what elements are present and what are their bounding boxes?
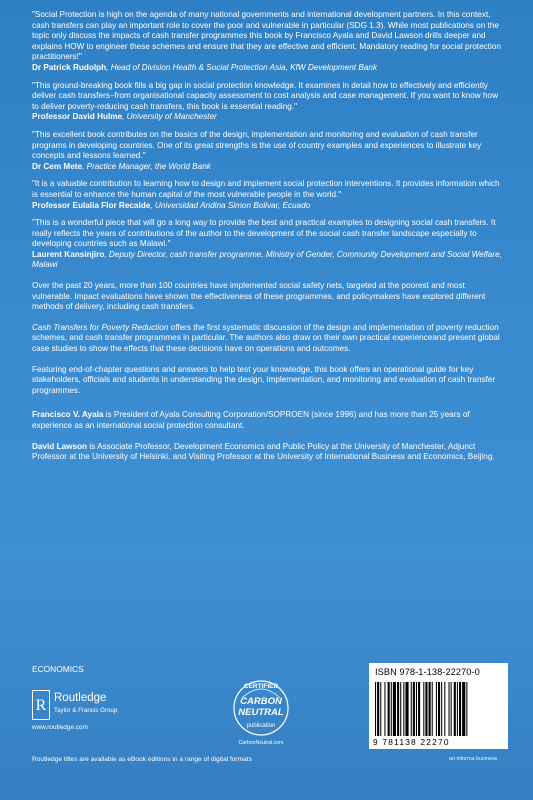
quote-role: , Universidad Andina Simon Bolivar, Ecuado (150, 200, 311, 210)
publisher-url: www.routledge.com (32, 724, 88, 731)
quote-role: , Head of Division Health & Social Protection Asia, KfW Development Bank (106, 62, 378, 72)
author-bio-2 (32, 442, 506, 463)
barcode-bar (375, 682, 376, 736)
quote-attribution (32, 63, 506, 74)
quote-text: "This excellent book contributes on the basics of the design, implementation and monitoring and evaluation of cash transfer programs in developing countries. One of its great strengths is the use of country examples and experiences to illustrate key concepts and lessons learned." (32, 129, 482, 161)
barcode-bar (384, 682, 385, 736)
author-name: David Lawson (32, 441, 88, 451)
barcode-bar (457, 682, 458, 736)
quote-2 (32, 81, 506, 123)
barcode-bars (373, 682, 503, 736)
barcode-bar (416, 682, 417, 736)
barcode-bar (380, 682, 381, 736)
quote-4 (32, 179, 506, 211)
publisher-name: Routledge (54, 692, 107, 704)
barcode-bar (432, 682, 433, 736)
informa-business: an informa business (449, 756, 498, 762)
carbon-line-1: CERTIFIED (243, 683, 279, 690)
quote-attribution (32, 201, 506, 212)
barcode-bar (436, 682, 437, 736)
barcode-bar (425, 682, 427, 736)
author-bio-text: is Associate Professor, Development Economics and Public Policy at the University of Manchester, Adjunct Professor at the University of Helsinki, and Visiting Professor at the University of International Business and Economics, Beijing. (32, 441, 495, 462)
quote-text: "Social Protection is high on the agenda of many national governments and international development partners. In this context, cash transfers can play an important role to cover the poor and vulnerable in particular (SDG 1.3). While most publications on the topic only discuss the impacts of cash transfer programmes this book by Francisco Ayala and David Lawson drills deeper and explains HOW to engineer these schemes and ensure that they are effective and efficient. Mandatory reading for social protection practitioners!" (32, 10, 501, 62)
barcode-bar (377, 682, 379, 736)
barcode-bar (462, 682, 465, 736)
quote-author: Professor Eulalia Flor Recalde (32, 200, 151, 210)
carbon-line-4: publication (246, 723, 276, 729)
quote-role: , Deputy Director, cash transfer programme, Ministry of Gender, Community Development and Social Welfare, Malawi (32, 249, 502, 270)
barcode-bar (405, 682, 408, 736)
author-name: Francisco V. Ayala (32, 410, 104, 420)
barcode-bar (444, 682, 445, 736)
quote-attribution (32, 112, 506, 123)
quote-text: "This ground-breaking book fills a big gap in social protection knowledge. It examines in detail how to effectively and efficiently deliver cash transfers–from organisational capacity assessment to cost analysis and case management. If you want to know how to deliver poverty-reducing cash transfers, this book is essential reading." (32, 80, 499, 111)
quote-text: "It is a valuable contribution to learning how to design and implement social protection interventions. It provides information which is essential to enhance the human capital of the most vulnerable people in the world." (32, 179, 500, 199)
quote-author: Dr Patrick Rudolph (32, 62, 107, 72)
quote-attribution (32, 250, 506, 271)
subject-category: ECONOMICS (32, 664, 84, 674)
description-text: offers the first systematic discussion of the design and implementation of poverty reduction schemes, and cash transfer programmes in particular. The authors also draw on their own practical experienceand present global case studies to show the effects that these decisions have on operations and outcomes. (32, 322, 500, 354)
barcode-bar (400, 682, 401, 736)
barcode-bar (454, 682, 456, 736)
quote-author: Laurent Kansinjiro (32, 249, 105, 259)
barcode-bar (449, 682, 450, 736)
ebook-footnote: Routledge titles are available as eBook editions in a range of digital formats (32, 756, 252, 763)
carbon-line-3: NEUTRAL (238, 707, 284, 718)
author-bio-1 (32, 410, 506, 431)
barcode-bar (451, 682, 452, 736)
routledge-r-letter: R (35, 697, 47, 714)
description-paragraph-1: Over the past 20 years, more than 100 countries have implemented social safety nets, targeted at the poorest and most vulnerable. Impact evaluations have shown the effectiveness of these programmes, and policymakers have explored different methods of delivery, including cash transfers. (32, 281, 486, 312)
description-paragraph-2 (32, 323, 506, 355)
book-title: Cash Transfers for Poverty Reduction (32, 322, 169, 332)
barcode-bar (423, 682, 424, 736)
carbon-neutral-badge (228, 676, 294, 750)
quote-text: "This is a wonderful piece that will go a long way to provide the best and practical examples to designing social cash transfers. It really reflects the years of contributions of the author to the development of the social cash transfer landscape especially to developing countries such as Malawi." (32, 218, 496, 249)
isbn-barcode (369, 663, 508, 749)
quote-1 (32, 10, 506, 74)
quote-author: Dr Cem Mete (32, 161, 83, 171)
back-cover-text (32, 10, 506, 473)
carbon-line-2: CARBON (240, 696, 282, 707)
barcode-bar (391, 682, 392, 736)
quote-role: , University of Manchester (122, 112, 217, 122)
isbn-label: ISBN 978-1-138-22270-0 (375, 667, 480, 677)
barcode-bar (429, 682, 431, 736)
publisher-logo (32, 690, 142, 746)
barcode-digits: 9 781138 22270 (373, 737, 450, 747)
barcode-bar (418, 682, 420, 736)
barcode-bar (441, 682, 442, 736)
quote-attribution (32, 162, 506, 173)
quote-5 (32, 218, 506, 271)
carbon-neutral-icon (228, 676, 294, 738)
barcode-bar (459, 682, 461, 736)
quote-author: Professor David Hulme (32, 112, 123, 122)
barcode-bar (466, 682, 467, 736)
barcode-bar (438, 682, 440, 736)
description-paragraph-3: Featuring end-of-chapter questions and answers to help test your knowledge, this book offers an operational guide for key stakeholders, officials and students in understanding the design, implementation, and monitoring and evaluation of cash transfer programmes. (32, 364, 496, 395)
barcode-bar (413, 682, 415, 736)
author-bio-text: is President of Ayala Consulting Corporation/SOPROEN (since 1996) and has more than 25 years of experience as an international social protection consultant. (32, 410, 470, 430)
barcode-bar (397, 682, 399, 736)
quote-3 (32, 130, 506, 172)
publisher-group: Taylor & Francis Group (54, 707, 118, 714)
carbon-url: CarbonNeutral.com (238, 740, 284, 746)
barcode-bar (393, 682, 396, 736)
barcode-bar (403, 682, 404, 736)
barcode-bar (388, 682, 390, 736)
routledge-r-icon (32, 690, 50, 720)
quote-role: , Practice Manager, the World Bank (82, 161, 211, 171)
barcode-bar (411, 682, 412, 736)
